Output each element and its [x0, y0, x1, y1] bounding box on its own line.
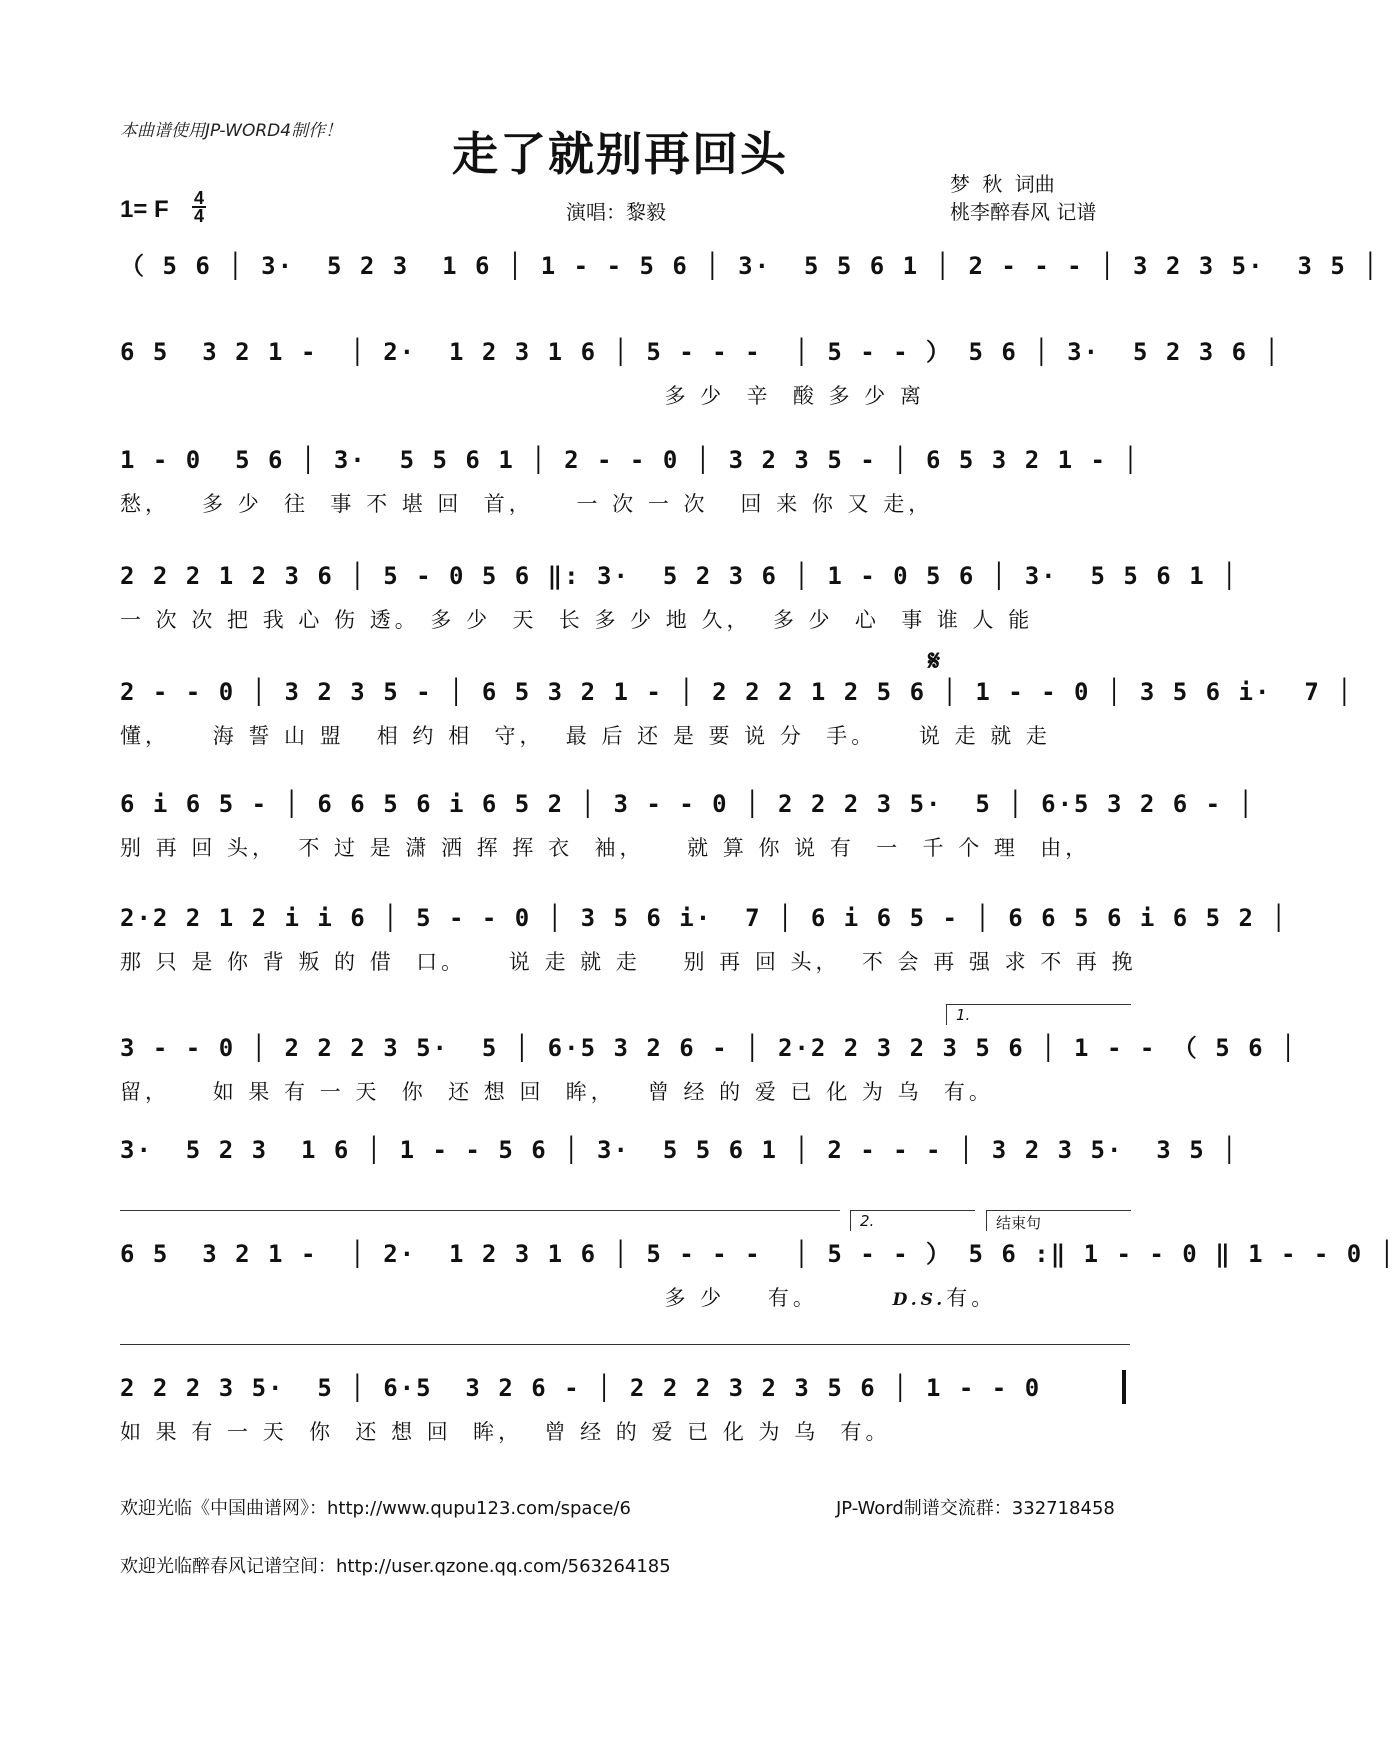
lyrics-line: 愁， 多 少 往 事 不 堪 回 首， 一 次 一 次 回 来 你 又 走， [120, 492, 934, 516]
notation-line: 2 2 2 3 5· 5 │ 6·5 3 2 6 - │ 2 2 2 3 2 3 5 6 │ 1 - - 0 [120, 1374, 1042, 1402]
ds-lyric: 有。 [946, 1286, 997, 1310]
final-barline [1122, 1370, 1126, 1404]
lyricist-credit: 梦 秋 词曲 [950, 172, 1055, 196]
notation-line: 2 - - 0 │ 3 2 3 5 - │ 6 5 3 2 1 - │ 2 2 2 1 2 5 6 │ 1 - - 0 │ 3 5 6 i· 7 │ [120, 678, 1354, 706]
score-system-4 [120, 560, 1239, 634]
lyrics-line: 留， 如 果 有 一 天 你 还 想 回 眸， 曾 经 的 爱 已 化 为 乌 有。 [120, 1080, 994, 1104]
lyrics-line: 如 果 有 一 天 你 还 想 回 眸， 曾 经 的 爱 已 化 为 乌 有。 [120, 1420, 891, 1444]
lyrics-line: 那 只 是 你 背 叛 的 借 口。 说 走 就 走 别 再 回 头， 不 会 再 强 求 不 再 挽 [120, 950, 1137, 974]
time-signature-bottom: 4 [193, 206, 204, 226]
notation-line: 3· 5 2 3 1 6 │ 1 - - 5 6 │ 3· 5 5 6 1 │ 2 - - - │ 3 2 3 5· 3 5 │ [120, 1136, 1239, 1164]
singer-credit: 演唱：黎毅 [566, 200, 666, 224]
song-title: 走了就别再回头 [452, 127, 788, 181]
footer-space-link[interactable]: 欢迎光临醉春风记谱空间：http://user.qzone.qq.com/563264185 [120, 1556, 671, 1577]
volta-continuation-bracket [120, 1210, 840, 1231]
volta-1-bracket [946, 1004, 1131, 1025]
segno-sign: 𝄋 [928, 644, 941, 677]
lyrics-line: 多 少 辛 酸 多 少 离 [120, 384, 925, 408]
lyrics-text: 多 少 有。 [120, 1286, 818, 1310]
score-system-1 [120, 250, 1380, 282]
score-system-3 [120, 444, 1140, 518]
footer-site-link[interactable]: 欢迎光临《中国曲谱网》：http://www.qupu123.com/space/6 [120, 1498, 631, 1519]
score-system-10 [120, 1238, 1396, 1312]
key-signature: 1= F [120, 196, 169, 223]
score-system-2 [120, 336, 1281, 410]
lyrics-line: 懂， 海 誓 山 盟 相 约 相 守， 最 后 还 是 要 说 分 手。 说 走 就 走 [120, 724, 1051, 748]
score-system-8 [120, 1032, 1298, 1106]
time-signature [192, 190, 206, 224]
score-system-11 [120, 1372, 1130, 1446]
notation-line: 2 2 2 1 2 3 6 │ 5 - 0 5 6 ‖: 3· 5 2 3 6 │ 1 - 0 5 6 │ 3· 5 5 6 1 │ [120, 562, 1239, 590]
score-system-9 [120, 1134, 1239, 1166]
volta-2-label: 2. [860, 1212, 875, 1230]
time-signature-top: 4 [193, 188, 204, 208]
notation-line: （ 5 6 │ 3· 5 2 3 1 6 │ 1 - - 5 6 │ 3· 5 5 6 1 │ 2 - - - │ 3 2 3 5· 3 5 │ [120, 252, 1380, 280]
notation-line: 6 5 3 2 1 - │ 2· 1 2 3 1 6 │ 5 - - - │ 5 - - ） 5 6 :‖ 1 - - 0 ‖ 1 - - 0 │ [120, 1240, 1396, 1268]
volta-1-label: 1. [956, 1006, 971, 1024]
notation-line: 1 - 0 5 6 │ 3· 5 5 6 1 │ 2 - - 0 │ 3 2 3 5 - │ 6 5 3 2 1 - │ [120, 446, 1140, 474]
footer-group-info: JP-Word制谱交流群：332718458 [836, 1498, 1115, 1519]
notation-line: 6 i 6 5 - │ 6 6 5 6 i 6 5 2 │ 3 - - 0 │ 2 2 2 3 5· 5 │ 6·5 3 2 6 - │ [120, 790, 1255, 818]
score-system-6 [120, 788, 1255, 862]
transcriber-credit: 桃李醉春风 记谱 [950, 200, 1097, 224]
notation-line: 3 - - 0 │ 2 2 2 3 5· 5 │ 6·5 3 2 6 - │ 2·2 2 3 2 3 5 6 │ 1 - - （ 5 6 │ [120, 1034, 1298, 1062]
ending-continuation-bracket [120, 1344, 1130, 1365]
lyrics-line: 一 次 次 把 我 心 伤 透。 多 少 天 长 多 少 地 久， 多 少 心 事 谁 人 能 [120, 608, 1034, 632]
tool-note: 本曲谱使用JP-WORD4制作！ [120, 121, 343, 141]
ds-mark: D.S. [892, 1290, 947, 1310]
notation-line: 2·2 2 1 2 i i 6 │ 5 - - 0 │ 3 5 6 i· 7 │ 6 i 6 5 - │ 6 6 5 6 i 6 5 2 │ [120, 904, 1288, 932]
lyrics-line [120, 1284, 1130, 1312]
ending-label: 结束句 [996, 1214, 1042, 1232]
lyrics-line: 别 再 回 头， 不 过 是 潇 洒 挥 挥 衣 袖， 就 算 你 说 有 一 千 个 理 由， [120, 836, 1091, 860]
score-system-7 [120, 902, 1288, 976]
score-system-5 [120, 676, 1354, 750]
notation-line: 6 5 3 2 1 - │ 2· 1 2 3 1 6 │ 5 - - - │ 5 - - ） 5 6 │ 3· 5 2 3 6 │ [120, 338, 1281, 366]
